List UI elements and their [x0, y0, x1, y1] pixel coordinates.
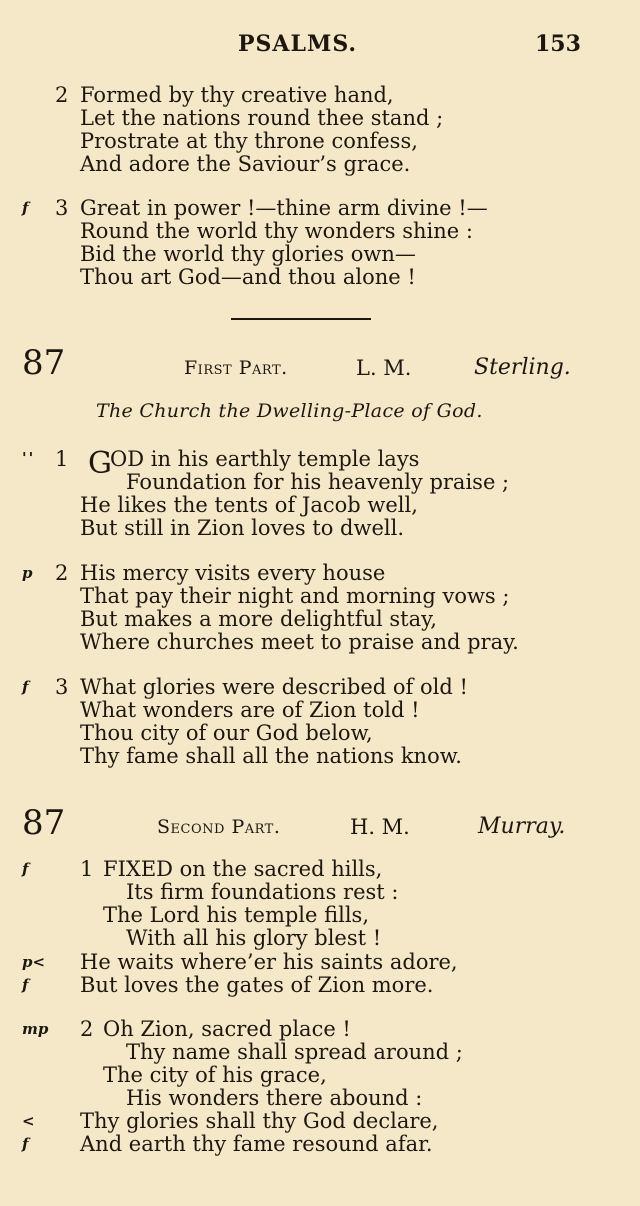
- tune-name: Sterling.: [474, 355, 571, 380]
- dynamic-mark: f: [22, 976, 29, 994]
- running-title: PSALMS.: [238, 31, 358, 57]
- verse-line: Formed by thy creative hand,: [80, 83, 394, 107]
- part-label: First Part.: [184, 357, 288, 379]
- dynamic-mark: p<: [22, 953, 46, 971]
- verse-line: Let the nations round thee stand ;: [80, 106, 444, 130]
- verse-line: Prostrate at thy throne confess,: [80, 129, 418, 153]
- meter: H. M.: [350, 815, 410, 839]
- hymn-subtitle: The Church the Dwelling-Place of God.: [96, 400, 483, 422]
- dynamic-mark: f: [22, 199, 29, 217]
- verse-line: Bid the world thy glories own—: [80, 242, 416, 266]
- dynamic-mark: f: [22, 860, 29, 878]
- verse-line: And adore the Saviour’s grace.: [80, 152, 411, 176]
- verse-line: Thy glories shall thy God declare,: [80, 1109, 439, 1133]
- verse-line: That pay their night and morning vows ;: [80, 584, 510, 608]
- part-label: Second Part.: [157, 816, 281, 838]
- verse-line: Thy name shall spread around ;: [126, 1040, 463, 1064]
- stanza-number: 3: [55, 196, 69, 220]
- dynamic-mark: p: [22, 564, 33, 582]
- hymn-number: 87: [22, 803, 66, 843]
- dynamic-mark: '': [22, 449, 36, 467]
- stanza-number: 2: [55, 83, 69, 107]
- dynamic-mark: mp: [22, 1020, 49, 1038]
- verse-line: His mercy visits every house: [80, 561, 386, 585]
- verse-line: And earth thy fame resound afar.: [80, 1132, 433, 1156]
- verse-line: The Lord his temple fills,: [103, 903, 370, 927]
- verse-line: Great in power !—thine arm divine !—: [80, 196, 488, 220]
- verse-line: Thy fame shall all the nations know.: [80, 744, 462, 768]
- stanza-number: 1: [55, 447, 69, 471]
- dynamic-mark: <: [22, 1112, 35, 1130]
- verse-line: But loves the gates of Zion more.: [80, 973, 434, 997]
- verse-line: Oh Zion, sacred place !: [103, 1017, 351, 1041]
- meter: L. M.: [356, 356, 412, 380]
- drop-cap: G: [88, 446, 112, 481]
- hymn-number: 87: [22, 343, 66, 383]
- verse-line: What glories were described of old !: [80, 675, 468, 699]
- verse-line: But still in Zion loves to dwell.: [80, 516, 404, 540]
- verse-line: Its firm foundations rest :: [126, 880, 399, 904]
- verse-line: His wonders there abound :: [126, 1086, 423, 1110]
- verse-line: Where churches meet to praise and pray.: [80, 630, 519, 654]
- verse-line: Thou city of our God below,: [80, 721, 373, 745]
- verse-line: What wonders are of Zion told !: [80, 698, 420, 722]
- page-number: 153: [535, 31, 581, 57]
- verse-line: OD in his earthly temple lays: [110, 447, 420, 471]
- verse-line: But makes a more delightful stay,: [80, 607, 437, 631]
- verse-line: Thou art God—and thou alone !: [80, 265, 416, 289]
- dynamic-mark: f: [22, 1135, 29, 1153]
- verse-line: With all his glory blest !: [126, 926, 382, 950]
- stanza-number: 2: [80, 1017, 94, 1041]
- dynamic-mark: f: [22, 678, 29, 696]
- tune-name: Murray.: [478, 814, 566, 839]
- verse-line: He likes the tents of Jacob well,: [80, 493, 418, 517]
- verse-line: The city of his grace,: [103, 1063, 327, 1087]
- section-divider: [231, 318, 371, 320]
- stanza-number: 2: [55, 561, 69, 585]
- verse-line: He waits where’er his saints adore,: [80, 950, 458, 974]
- stanza-number: 3: [55, 675, 69, 699]
- verse-line: Foundation for his heavenly praise ;: [126, 470, 510, 494]
- verse-line: Round the world thy wonders shine :: [80, 219, 473, 243]
- stanza-number: 1: [80, 857, 94, 881]
- verse-line: FIXED on the sacred hills,: [103, 857, 383, 881]
